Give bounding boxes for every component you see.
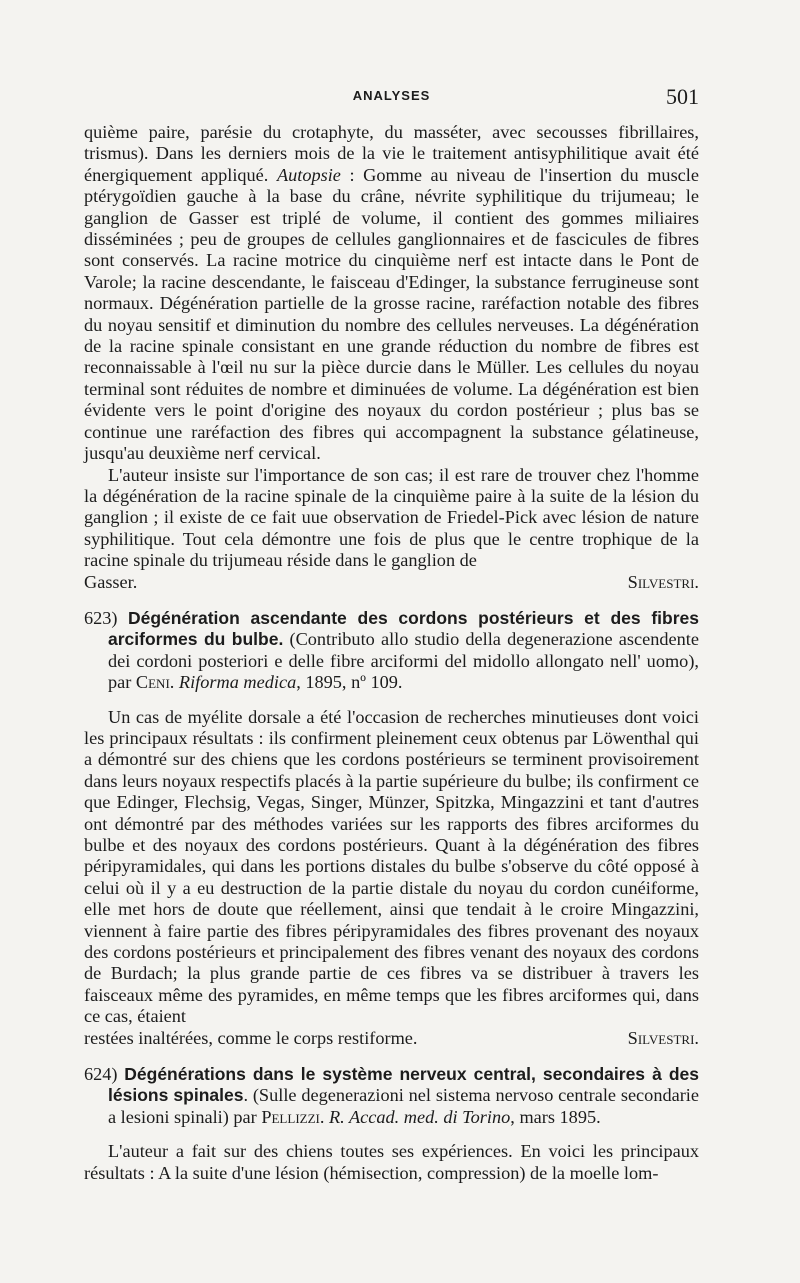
- signature-line-622: [84, 572, 699, 593]
- last-word-622: Gasser.: [84, 571, 138, 592]
- entry-623-number: 623): [84, 607, 118, 628]
- entry-624-number: 624): [84, 1064, 118, 1085]
- paragraph-622-autopsy: [84, 122, 699, 465]
- entry-623-author: Ceni: [135, 672, 170, 693]
- entry-624-title: Dégénérations dans le système nerveux central, secondaires à des lésions spinales: [108, 1064, 699, 1106]
- entry-623-citation-b: .: [169, 672, 179, 693]
- page-header: [84, 84, 699, 114]
- paragraph-622-conclusion: L'auteur insiste sur l'importance de son cas; il est rare de trouver chez l'homme la dégénération de la racine spinale de la cinquième paire à la suite de la lésion du ganglion ; il existe de ce fait uue observation de Friedel-Pick avec lésion de nature syphilitique. Tout cela démontre une fois de plus que le centre trophique de la racine spinale du trijumeau réside dans le ganglion de: [84, 464, 699, 571]
- entry-624-body: L'auteur a fait sur des chiens toutes ses expériences. En voici les principaux résultats : A la suite d'une lésion (hémisection, compression) de la moelle lom-: [84, 1141, 699, 1183]
- entry-623-title: Dégénération ascendante des cordons postérieurs et des fibres arciformes du bulbe.: [108, 607, 699, 650]
- entry-624-journal: R. Accad. med. di Torino: [329, 1106, 511, 1127]
- page-number: 501: [666, 84, 699, 109]
- entry-623-body: Un cas de myélite dorsale a été l'occasion de recherches minutieuses dont voici les principaux résultats : ils confirment pleinement ceux obtenus par Löwenthal qui a démontré sur des chiens que les cordons postérieurs se terminent provisoirement dans leurs noyaux respectifs placés à la partie supérieure du bulbe; ils confirment ce que Edinger, Flechsig, Vegas, Singer, Münzer, Spitzka, Mingazzini et tant d'autres ont démontré par des méthodes variées sur les rapports des fibres arciformes du bulbe et des noyaux des cordons postérieurs. Quant à la dégénération des fibres péripyramidales, qui dans les portions distales du bulbe s'observe du côté opposé à celui où il y a eu destruction de la partie distale du noyau du cordon cunéiforme, elle met hors de doute que réellement, ainsi que tendait à le croire Mingazzini, viennent à faire partie des fibres péripyramidales des fibres provenant des noyaux des cordons postérieurs et principalement des fibres venant des noyaux des cordons de Burdach; la plus grande partie de ces fibres va se distribuer à travers les faisceaux même des pyramides, en même temps que les fibres arciformes qui, dans ce cas, étaient: [84, 706, 699, 1027]
- entry-623-citation-c: , 1895, nº 109.: [296, 672, 403, 693]
- text-622-b: : Gomme au niveau de l'insertion du muscle ptérygoïdien gauche à la base du crâne, névrite syphilitique du trijumeau; le ganglion de Gasser est triplé de volume, il contient des gommes miliaires disséminées ; peu de groupes de cellules ganglionnaires et de fascicules de fibres sont conservés. La racine motrice du cinquième nerf est intacte dans le Pont de Varole; la racine descendante, le faisceau d'Edinger, la substance ferrugineuse sont normaux. Dégénération partielle de la grosse racine, raréfaction notable des fibres du noyau sensitif et diminution du nombre des cellules nerveuses. La dégénération de la racine spinale consistant en une grande réduction du nombre de fibres est reconnaissable à l'œil nu sur la pièce durcie dans le Müller. Les cellules du noyau terminal sont réduites de nombre et diminuées de volume. La dégénération est bien évidente vers le point d'origine des noyaux du cordon postérieur ; plus bas se continue une raréfaction des fibres qui accompagnent la substance gélatineuse, jusqu'au deuxième nerf cervical.: [84, 164, 699, 464]
- signature-line-623: [84, 1028, 699, 1049]
- entry-624-heading: [84, 1064, 699, 1128]
- entry-624-citation-c: , mars 1895.: [510, 1106, 601, 1127]
- signature-623: Silvestri.: [627, 1027, 699, 1048]
- text-622-a: quième paire, parésie du crotaphyte, du masséter, avec secousses fibrillaires, trismus). Dans les derniers mois de la vie le traitement antisyphilitique avait été énergiquement appliqué.: [84, 122, 699, 185]
- entry-624-author: Pellizzi: [261, 1106, 320, 1127]
- signature-622: Silvestri.: [627, 571, 699, 592]
- entry-623-citation-a: (Contributo allo studio della degenerazione ascendente dei cordoni posteriori e delle fibre arciformi del midollo allongato nell' uomo), par: [108, 629, 699, 693]
- entry-624-citation-b: .: [319, 1106, 329, 1127]
- running-head: ANALYSES: [352, 88, 431, 103]
- last-line-623: restées inaltérées, comme le corps restiforme.: [84, 1027, 418, 1048]
- autopsie-label: Autopsie: [276, 164, 341, 185]
- entry-623-journal: Riforma medica: [178, 672, 297, 693]
- entry-624-citation-a: . (Sulle degenerazioni nel sistema nervoso centrale secondarie a lesioni spinali) par: [108, 1085, 699, 1127]
- page-body: [84, 122, 699, 1184]
- entry-623-heading: [84, 608, 699, 694]
